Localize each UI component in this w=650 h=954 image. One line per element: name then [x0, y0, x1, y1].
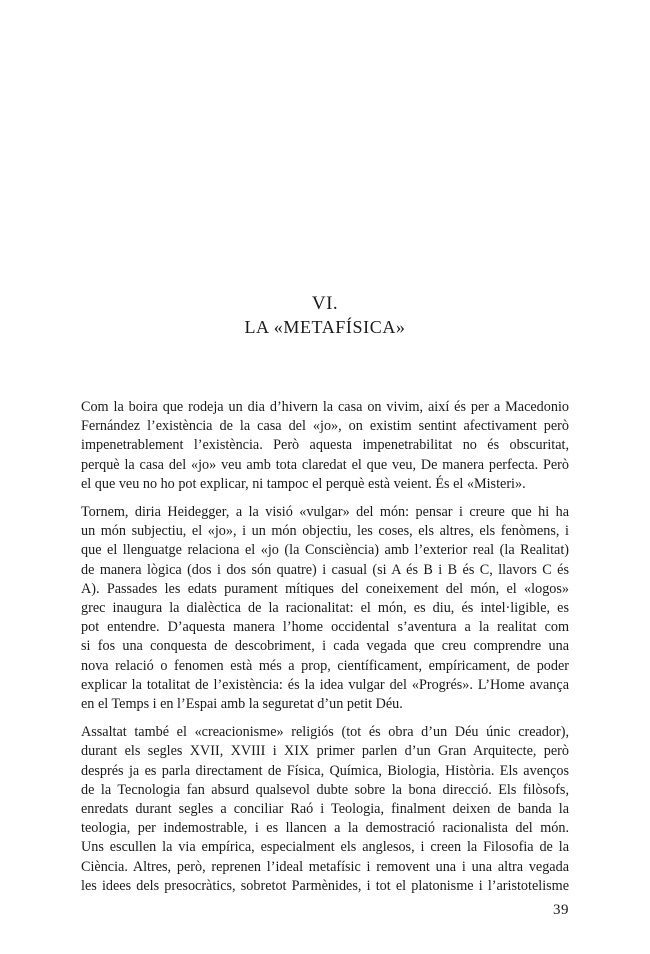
text-line: les idees dels presocràtics, sobretot Parmènides, i tot el platonisme i l’aristotelisme: [81, 877, 569, 894]
text-line: Com la boira que rodeja un dia d’hivern la casa on vivim, així és per a Macedonio: [81, 399, 569, 415]
paragraph: [81, 398, 569, 494]
text-line: en el Temps i en l’Espai amb la seguretat d’un petit Déu.: [81, 696, 403, 713]
text-line: si fos una conquesta de descobriment, i cada vegada que creu comprendre una: [81, 638, 569, 655]
chapter-number: VI.: [311, 293, 339, 314]
text-line: Assaltat també el «creacionisme» religiós (tot és obra d’un Déu únic creador),: [81, 724, 569, 741]
text-line: de la Tecnologia fan absurd qualsevol dubte sobre la bona direcció. Els filòsofs,: [81, 781, 569, 798]
text-line: Uns escullen la via empírica, especialment els anglesos, i creen la Filosofia de la: [81, 839, 569, 856]
chapter-heading: [0, 292, 650, 340]
paragraph: [81, 503, 569, 714]
text-line: després ja es parla directament de Física, Química, Biologia, Història. Els avenços: [81, 762, 569, 779]
text-line: el que veu no ho pot explicar, ni tampoc el perquè està veient. És el «Misteri».: [81, 475, 526, 492]
text-line: Fernández l’existència de la casa del «jo», on existim sentint afectivament però: [81, 418, 569, 435]
text-line: Ciència. Altres, però, reprenen l’ideal metafísic i removent una i una altra vegada: [81, 858, 569, 875]
text-line: grec inaugura la dialèctica de la racionalitat: el món, es diu, és intel·ligible, es: [81, 600, 569, 617]
text-line: de manera lògica (dos i dos són quatre) i casual (si A és B i B és C, llavors C és: [81, 561, 569, 578]
text-line: durant els segles XVII, XVIII i XIX primer parlen d’un Gran Arquitecte, però: [81, 743, 569, 760]
text-line: perquè la casa del «jo» veu amb tota claredat el que veu, De manera perfecta. Però: [81, 456, 569, 473]
text-line: explicar la totalitat de l’existència: és la idea vulgar del «Progrés». L’Home avança: [81, 676, 569, 693]
page-number: 39: [553, 902, 569, 918]
text-line: A). Passades les edats purament mítiques del coneixement del món, el «logos»: [81, 580, 569, 597]
text-line: teologia, per indemostrable, i es llancen a la demostració racionalista del món.: [81, 820, 569, 837]
text-line: que el llenguatge relaciona el «jo (la Consciència) amb l’exterior real (la Realitat): [81, 542, 569, 559]
body-text: [81, 398, 569, 905]
text-line: impenetrablement l’existència. Però aquesta impenetrabilitat no és obscuritat,: [81, 437, 569, 454]
text-line: enredats durant segles a conciliar Raó i Teologia, finalment deixen de banda la: [81, 801, 569, 818]
chapter-title: LA «METAFÍSICA»: [244, 317, 406, 337]
text-line: Tornem, diria Heidegger, a la visió «vulgar» del món: pensar i creure que hi ha: [81, 504, 569, 521]
text-line: nova relació o fenomen està més a prop, científicament, empíricament, de poder: [81, 657, 569, 674]
text-line: pot entendre. D’aquesta manera l’home occidental s’aventura a la realitat com: [81, 619, 569, 636]
text-line: un món subjectiu, el «jo», i un món objectiu, les coses, els altres, els fenòmens, i: [81, 523, 569, 540]
paragraph: [81, 723, 569, 896]
